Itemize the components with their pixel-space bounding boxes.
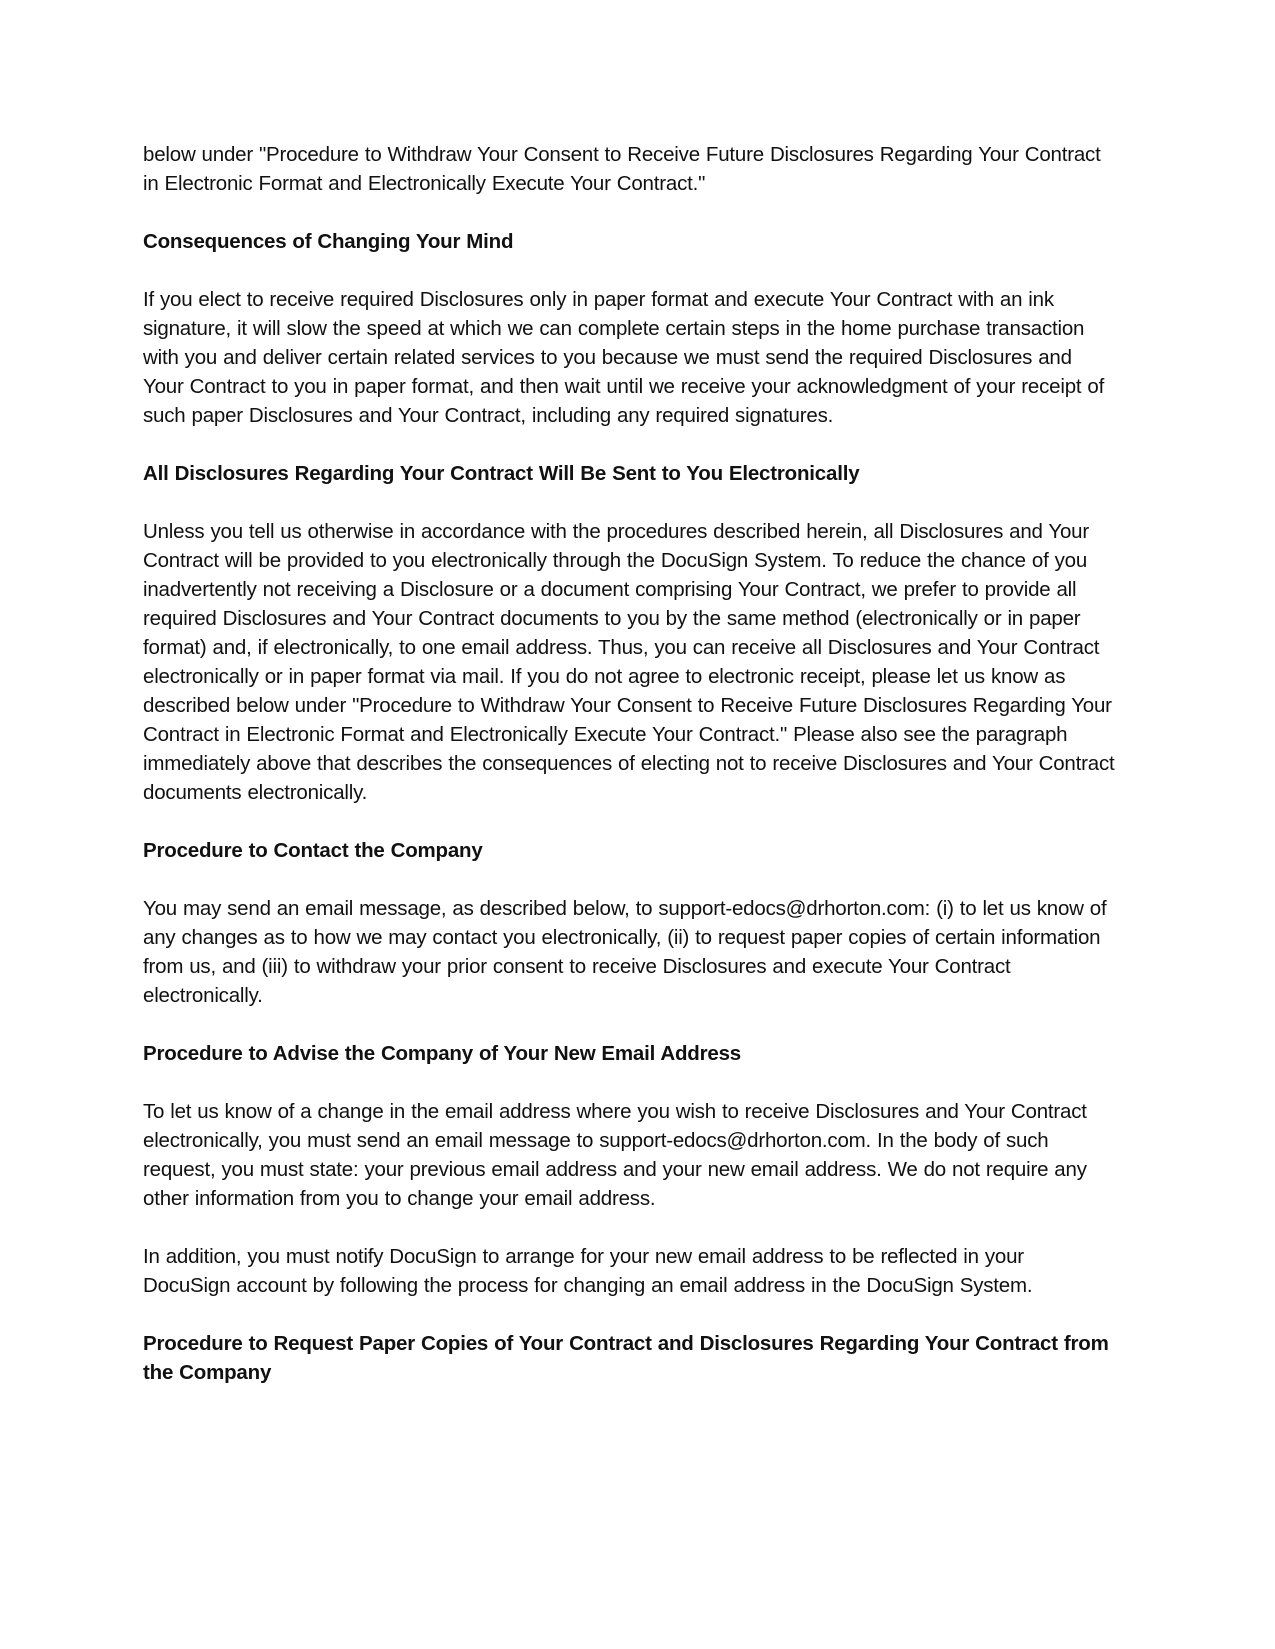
section-heading-consequences: Consequences of Changing Your Mind <box>143 230 514 253</box>
section-heading-all-disclosures: All Disclosures Regarding Your Contract Will Be Sent to You Electronically <box>143 462 860 485</box>
section-heading-request-paper-copies: Procedure to Request Paper Copies of Your Contract and Disclosures Regarding Your Contract from the Company <box>143 1332 1109 1384</box>
paragraph-contact-company: You may send an email message, as described below, to support-edocs@drhorton.com: (i) to let us know of any changes as to how we may contact you electronically, (ii) to request paper copies of certain information from us, and (iii) to withdraw your prior consent to receive Disclosures and execute Your Contract electronically. <box>143 897 1107 1007</box>
paragraph-continuation: below under "Procedure to Withdraw Your Consent to Receive Future Disclosures Regarding Your Contract in Electronic Format and Electronically Execute Your Contract." <box>143 143 1101 195</box>
section-heading-contact-company: Procedure to Contact the Company <box>143 839 483 862</box>
paragraph-new-email-address: To let us know of a change in the email address where you wish to receive Disclosures and Your Contract electronically, you must send an email message to support-edocs@drhorton.com. In the body of such request, you must state: your previous email address and your new email address. We do not require any other information from you to change your email address. <box>143 1100 1087 1210</box>
paragraph-all-disclosures: Unless you tell us otherwise in accordance with the procedures described herein, all Disclosures and Your Contract will be provided to you electronically through the DocuSign System. To reduce the chance of you inadvertently not receiving a Disclosure or a document comprising Your Contract, we prefer to provide all required Disclosures and Your Contract documents to you by the same method (electronically or in paper format) and, if electronically, to one email address. Thus, you can receive all Disclosures and Your Contract electronically or in paper format via mail. If you do not agree to electronic receipt, please let us know as described below under "Procedure to Withdraw Your Consent to Receive Future Disclosures Regarding Your Contract in Electronic Format and Electronically Execute Your Contract." Please also see the paragraph immediately above that describes the consequences of electing not to receive Disclosures and Your Contract documents electronically. <box>143 520 1115 804</box>
section-heading-new-email-address: Procedure to Advise the Company of Your New Email Address <box>143 1042 741 1065</box>
paragraph-notify-docusign: In addition, you must notify DocuSign to arrange for your new email address to be reflected in your DocuSign account by following the process for changing an email address in the DocuSign System. <box>143 1245 1033 1297</box>
paragraph-consequences: If you elect to receive required Disclosures only in paper format and execute Your Contract with an ink signature, it will slow the speed at which we can complete certain steps in the home purchase transaction with you and deliver certain related services to you because we must send the required Disclosures and Your Contract to you in paper format, and then wait until we receive your acknowledgment of your receipt of such paper Disclosures and Your Contract, including any required signatures. <box>143 288 1105 427</box>
